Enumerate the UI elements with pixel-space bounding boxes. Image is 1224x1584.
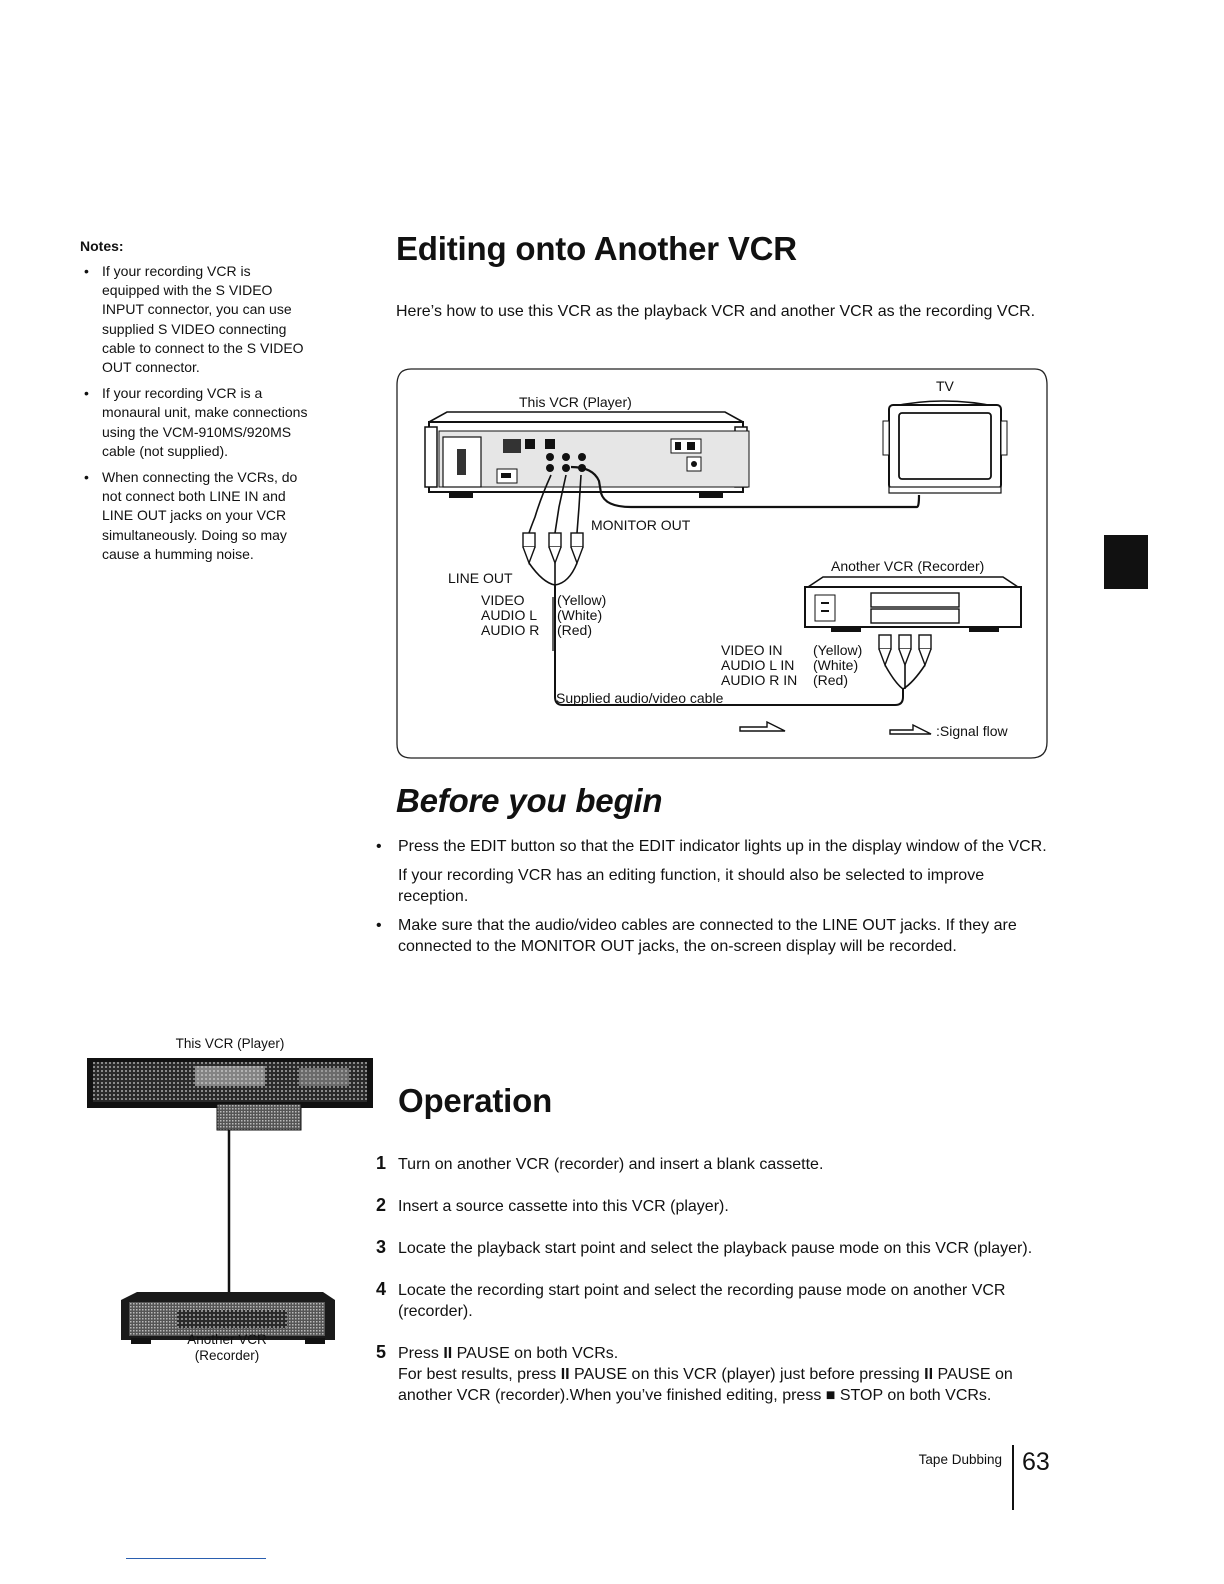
step-text: Insert a source cassette into this VCR (player). xyxy=(398,1198,729,1215)
side-player-vcr xyxy=(87,1058,373,1130)
bottom-rule xyxy=(126,1558,266,1559)
before-item xyxy=(376,836,1056,907)
tv-label: TV xyxy=(936,378,954,394)
pause-icon: II xyxy=(560,1366,570,1383)
before-item-text: Press the EDIT button so that the EDIT indicator lights up in the display window of the VCR. xyxy=(398,838,1047,855)
audio-r-in-color-label: (Red) xyxy=(813,672,849,688)
before-item-text: Make sure that the audio/video cables are connected to the LINE OUT jacks. If they are connected to the MONITOR OUT jacks, the on-screen display will be recorded. xyxy=(398,917,1017,955)
before-item-extra: If your recording VCR has an editing function, it should also be selected to improve reception. xyxy=(398,867,985,905)
note-item: • If your recording VCR is a monaural unit, make connections using the VCM-910MS/920MS cable (not supplied). xyxy=(80,384,312,461)
recorder-label: Another VCR (Recorder) xyxy=(831,558,985,574)
player-plugs-merge xyxy=(529,563,577,585)
bullet: • xyxy=(376,917,382,934)
step-text: Locate the playback start point and select the playback pause mode on this VCR (player). xyxy=(398,1240,1033,1257)
pause-icon: II xyxy=(443,1345,453,1362)
side-illustration-svg xyxy=(85,1054,375,1354)
cable-label: Supplied audio/video cable xyxy=(556,690,724,706)
before-list xyxy=(376,836,1056,957)
recorder-plugs-merge xyxy=(885,665,925,689)
tv-drawing xyxy=(883,401,1007,493)
step-detail: For best results, press II PAUSE on this VCR (player) just before pressing II PAUSE on another VCR (recorder).When you’ve finished editing, press ■ STOP on both VCRs. xyxy=(398,1366,1013,1404)
step-number: 2 xyxy=(376,1195,387,1215)
operation-steps xyxy=(376,1154,1056,1406)
intro-paragraph: Here’s how to use this VCR as the playback VCR and another VCR as the recording VCR. xyxy=(396,303,1036,320)
section-tab-marker xyxy=(1104,535,1148,589)
before-you-begin-title: Before you begin xyxy=(396,782,663,819)
stop-icon: ■ xyxy=(825,1387,836,1404)
note-item: • When connecting the VCRs, do not connect both LINE IN and LINE OUT jacks on your VCR simultaneously. Doing so may cause a humming noise. xyxy=(80,468,312,564)
operation-step xyxy=(376,1280,1056,1322)
operation-step xyxy=(376,1196,1056,1217)
notes-list xyxy=(80,262,312,571)
recorder-vcr-drawing xyxy=(805,577,1021,632)
audio-r-label: AUDIO R xyxy=(481,622,540,638)
step-number: 4 xyxy=(376,1279,387,1299)
operation-step xyxy=(376,1154,1056,1175)
operation-title: Operation xyxy=(398,1082,553,1119)
player-plugs xyxy=(523,533,583,563)
step-number: 1 xyxy=(376,1153,387,1173)
step-text: Turn on another VCR (recorder) and insert a blank cassette. xyxy=(398,1156,824,1173)
notes-heading: Notes: xyxy=(80,238,124,254)
footer-section-name: Tape Dubbing xyxy=(918,1452,1002,1467)
audio-r-in-label: AUDIO R IN xyxy=(721,672,798,688)
player-label: This VCR (Player) xyxy=(519,394,632,410)
audio-l-in-label: AUDIO L IN xyxy=(721,657,795,673)
monitor-out-label: MONITOR OUT xyxy=(591,517,691,533)
white-label: (White) xyxy=(557,607,603,623)
step-number: 3 xyxy=(376,1237,387,1257)
step-text: Locate the recording start point and select the recording pause mode on another VCR (recorder). xyxy=(398,1282,1006,1320)
signal-flow-arrow xyxy=(740,722,785,731)
step-number: 5 xyxy=(376,1342,387,1362)
side-recorder-label-line2: (Recorder) xyxy=(194,1348,260,1363)
side-player-label: This VCR (Player) xyxy=(175,1036,285,1051)
bullet: • xyxy=(376,838,382,855)
signal-flow-label: :Signal flow xyxy=(936,723,1008,739)
side-illustration xyxy=(85,1030,375,1370)
operation-step xyxy=(376,1238,1056,1259)
signal-flow-legend-arrow xyxy=(890,725,931,734)
line-out-label: LINE OUT xyxy=(448,570,513,586)
video-in-label: VIDEO IN xyxy=(721,642,783,658)
page-title: Editing onto Another VCR xyxy=(396,230,797,267)
step-text: Press II PAUSE on both VCRs. xyxy=(398,1345,619,1362)
pause-icon: II xyxy=(924,1366,934,1383)
audio-l-label: AUDIO L xyxy=(481,607,538,623)
video-in-color-label: (Yellow) xyxy=(813,642,863,658)
connection-diagram xyxy=(395,367,1050,760)
recorder-plugs xyxy=(879,635,931,665)
yellow-label: (Yellow) xyxy=(557,592,607,608)
player-vcr-drawing xyxy=(425,412,749,498)
note-item: • If your recording VCR is equipped with the S VIDEO INPUT connector, you can use supplied S VIDEO connecting cable to connect to the S VIDEO OUT connector. xyxy=(80,262,312,377)
page-number: 63 xyxy=(1022,1448,1050,1476)
operation-step xyxy=(376,1343,1056,1406)
audio-l-in-color-label: (White) xyxy=(813,657,859,673)
red-label: (Red) xyxy=(557,622,593,638)
footer-divider xyxy=(1012,1445,1014,1510)
video-label: VIDEO xyxy=(481,592,525,608)
side-recorder-label-line1: Another VCR xyxy=(187,1332,267,1347)
before-item xyxy=(376,915,1056,957)
